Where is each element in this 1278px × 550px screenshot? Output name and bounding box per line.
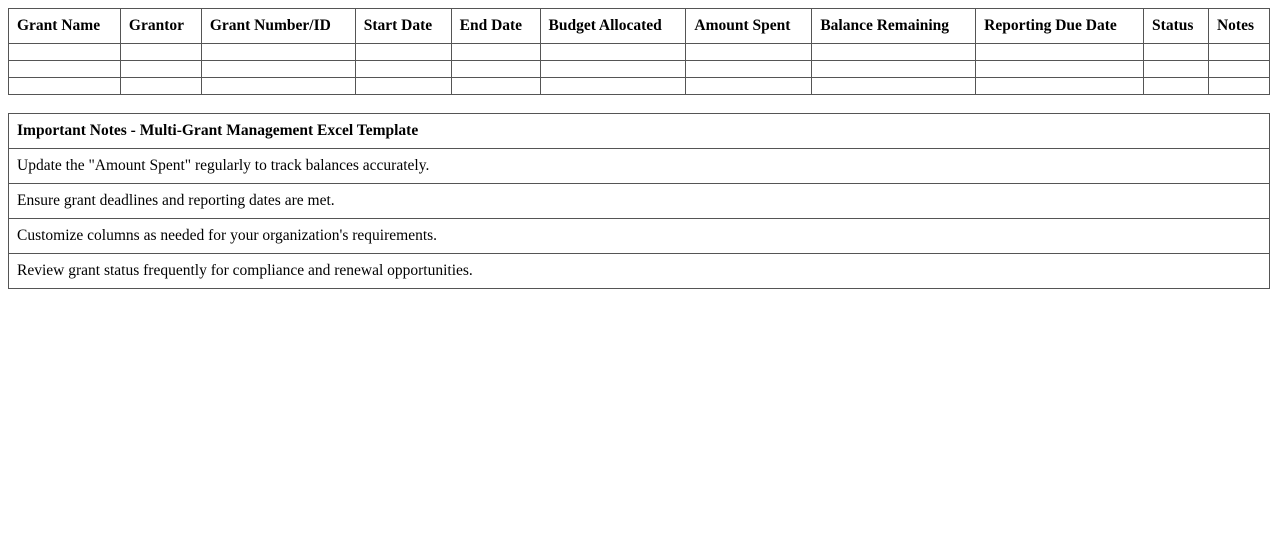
table-cell[interactable]: [1208, 44, 1269, 61]
list-item: [9, 254, 1270, 289]
table-row: [9, 44, 1270, 61]
table-cell[interactable]: [201, 44, 355, 61]
table-cell[interactable]: [451, 44, 540, 61]
table-cell[interactable]: [451, 78, 540, 95]
header-status: Status: [1144, 9, 1209, 44]
notes-title: Important Notes - Multi-Grant Management Excel Template: [9, 114, 1270, 149]
table-cell[interactable]: [540, 78, 686, 95]
table-cell[interactable]: [686, 61, 812, 78]
list-item: [9, 219, 1270, 254]
table-cell[interactable]: [355, 78, 451, 95]
table-cell[interactable]: [812, 78, 976, 95]
table-cell[interactable]: [976, 44, 1144, 61]
table-cell[interactable]: [1208, 61, 1269, 78]
table-cell[interactable]: [1208, 78, 1269, 95]
table-cell[interactable]: [976, 61, 1144, 78]
table-cell[interactable]: [201, 61, 355, 78]
list-item: [9, 149, 1270, 184]
header-notes: Notes: [1208, 9, 1269, 44]
table-cell[interactable]: [355, 61, 451, 78]
note-text: Ensure grant deadlines and reporting dates are met.: [9, 184, 1270, 219]
table-cell[interactable]: [1144, 78, 1209, 95]
table-cell[interactable]: [540, 61, 686, 78]
table-row: [9, 61, 1270, 78]
header-reporting-due-date: Reporting Due Date: [976, 9, 1144, 44]
table-cell[interactable]: [9, 44, 121, 61]
table-cell[interactable]: [120, 78, 201, 95]
note-text: Update the "Amount Spent" regularly to track balances accurately.: [9, 149, 1270, 184]
header-grant-number: Grant Number/ID: [201, 9, 355, 44]
notes-header-row: [9, 114, 1270, 149]
list-item: [9, 184, 1270, 219]
table-row: [9, 78, 1270, 95]
table-cell[interactable]: [355, 44, 451, 61]
header-start-date: Start Date: [355, 9, 451, 44]
table-cell[interactable]: [686, 44, 812, 61]
table-cell[interactable]: [686, 78, 812, 95]
table-cell[interactable]: [201, 78, 355, 95]
header-amount-spent: Amount Spent: [686, 9, 812, 44]
table-cell[interactable]: [120, 44, 201, 61]
table-cell[interactable]: [1144, 61, 1209, 78]
header-balance-remaining: Balance Remaining: [812, 9, 976, 44]
table-cell[interactable]: [9, 78, 121, 95]
table-cell[interactable]: [451, 61, 540, 78]
header-row: [9, 9, 1270, 44]
grant-tracking-table: [8, 8, 1270, 95]
table-cell[interactable]: [540, 44, 686, 61]
header-end-date: End Date: [451, 9, 540, 44]
header-grantor: Grantor: [120, 9, 201, 44]
header-grant-name: Grant Name: [9, 9, 121, 44]
header-budget-allocated: Budget Allocated: [540, 9, 686, 44]
table-cell[interactable]: [976, 78, 1144, 95]
important-notes-table: [8, 113, 1270, 289]
table-cell[interactable]: [1144, 44, 1209, 61]
table-cell[interactable]: [9, 61, 121, 78]
table-cell[interactable]: [812, 61, 976, 78]
table-cell[interactable]: [120, 61, 201, 78]
note-text: Review grant status frequently for compliance and renewal opportunities.: [9, 254, 1270, 289]
table-cell[interactable]: [812, 44, 976, 61]
note-text: Customize columns as needed for your organization's requirements.: [9, 219, 1270, 254]
